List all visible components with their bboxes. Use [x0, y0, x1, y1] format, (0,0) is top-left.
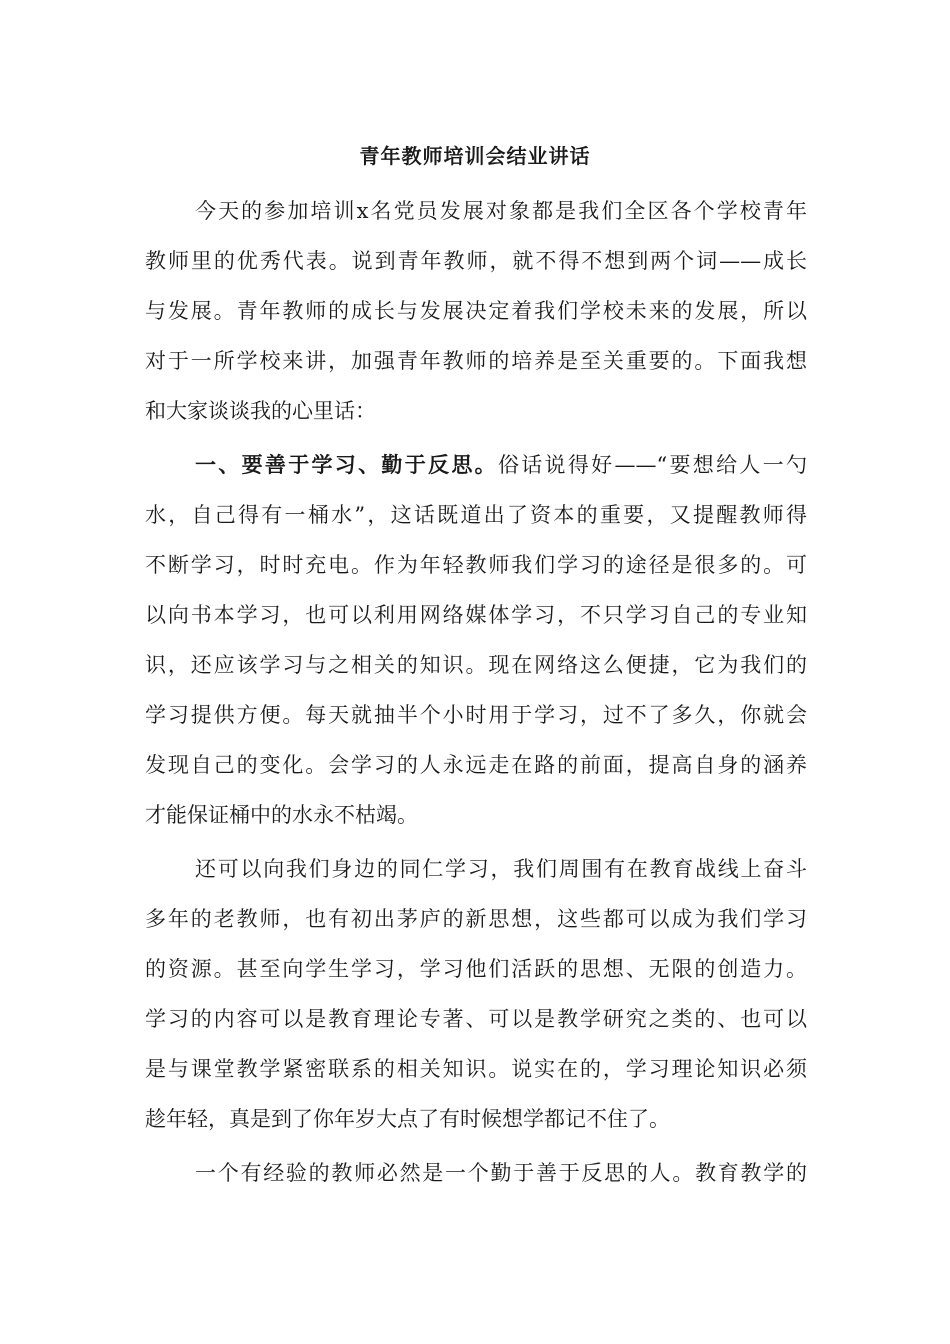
- paragraph-2-line-6: 学习提供方便。每天就抽半个小时用于学习，过不了多久，你就会: [145, 703, 807, 727]
- paragraph-2-line-7: 发现自己的变化。会学习的人永远走在路的前面，提高自身的涵养: [145, 753, 807, 777]
- document-title: 青年教师培训会结业讲话: [359, 144, 591, 168]
- paragraph-2-line-4: 以向书本学习，也可以利用网络媒体学习，不只学习自己的专业知: [145, 603, 807, 627]
- paragraph-1-line-4: 对于一所学校来讲，加强青年教师的培养是至关重要的。下面我想: [145, 349, 807, 373]
- paragraph-3-line-4: 学习的内容可以是教育理论专著、可以是教学研究之类的、也可以: [145, 1007, 807, 1031]
- paragraph-3-line-3: 的资源。甚至向学生学习，学习他们活跃的思想、无限的创造力。: [145, 957, 807, 981]
- paragraph-2-line-1: [195, 450, 807, 480]
- paragraph-2-line-2: 水，自己得有一桶水”，这话既道出了资本的重要，又提醒教师得: [145, 503, 807, 527]
- paragraph-2-line-8: 才能保证桶中的水永不枯竭。: [145, 803, 418, 827]
- section-heading: 一、要善于学习、勤于反思。: [195, 452, 498, 477]
- paragraph-1-line-5: 和大家谈谈我的心里话：: [145, 399, 376, 423]
- paragraph-2-line-5: 识，还应该学习与之相关的知识。现在网络这么便捷，它为我们的: [145, 653, 807, 677]
- paragraph-2-line-1-text: 俗话说得好——“要想给人一勺: [497, 453, 807, 477]
- paragraph-2-line-3: 不断学习，时时充电。作为年轻教师我们学习的途径是很多的。可: [145, 553, 807, 577]
- paragraph-1-line-2: 教师里的优秀代表。说到青年教师，就不得不想到两个词——成长: [145, 249, 807, 273]
- paragraph-3-line-1: 还可以向我们身边的同仁学习，我们周围有在教育战线上奋斗: [195, 857, 807, 881]
- paragraph-3-line-6: 趁年轻，真是到了你年岁大点了有时候想学都记不住了。: [145, 1107, 670, 1131]
- paragraph-4-line-1: 一个有经验的教师必然是一个勤于善于反思的人。教育教学的: [195, 1161, 807, 1185]
- paragraph-1-line-1: 今天的参加培训x名党员发展对象都是我们全区各个学校青年: [195, 199, 807, 223]
- paragraph-3-line-5: 是与课堂教学紧密联系的相关知识。说实在的，学习理论知识必须: [145, 1057, 807, 1081]
- paragraph-3-line-2: 多年的老教师，也有初出茅庐的新思想，这些都可以成为我们学习: [145, 907, 807, 931]
- paragraph-1-line-3: 与发展。青年教师的成长与发展决定着我们学校未来的发展，所以: [145, 299, 807, 323]
